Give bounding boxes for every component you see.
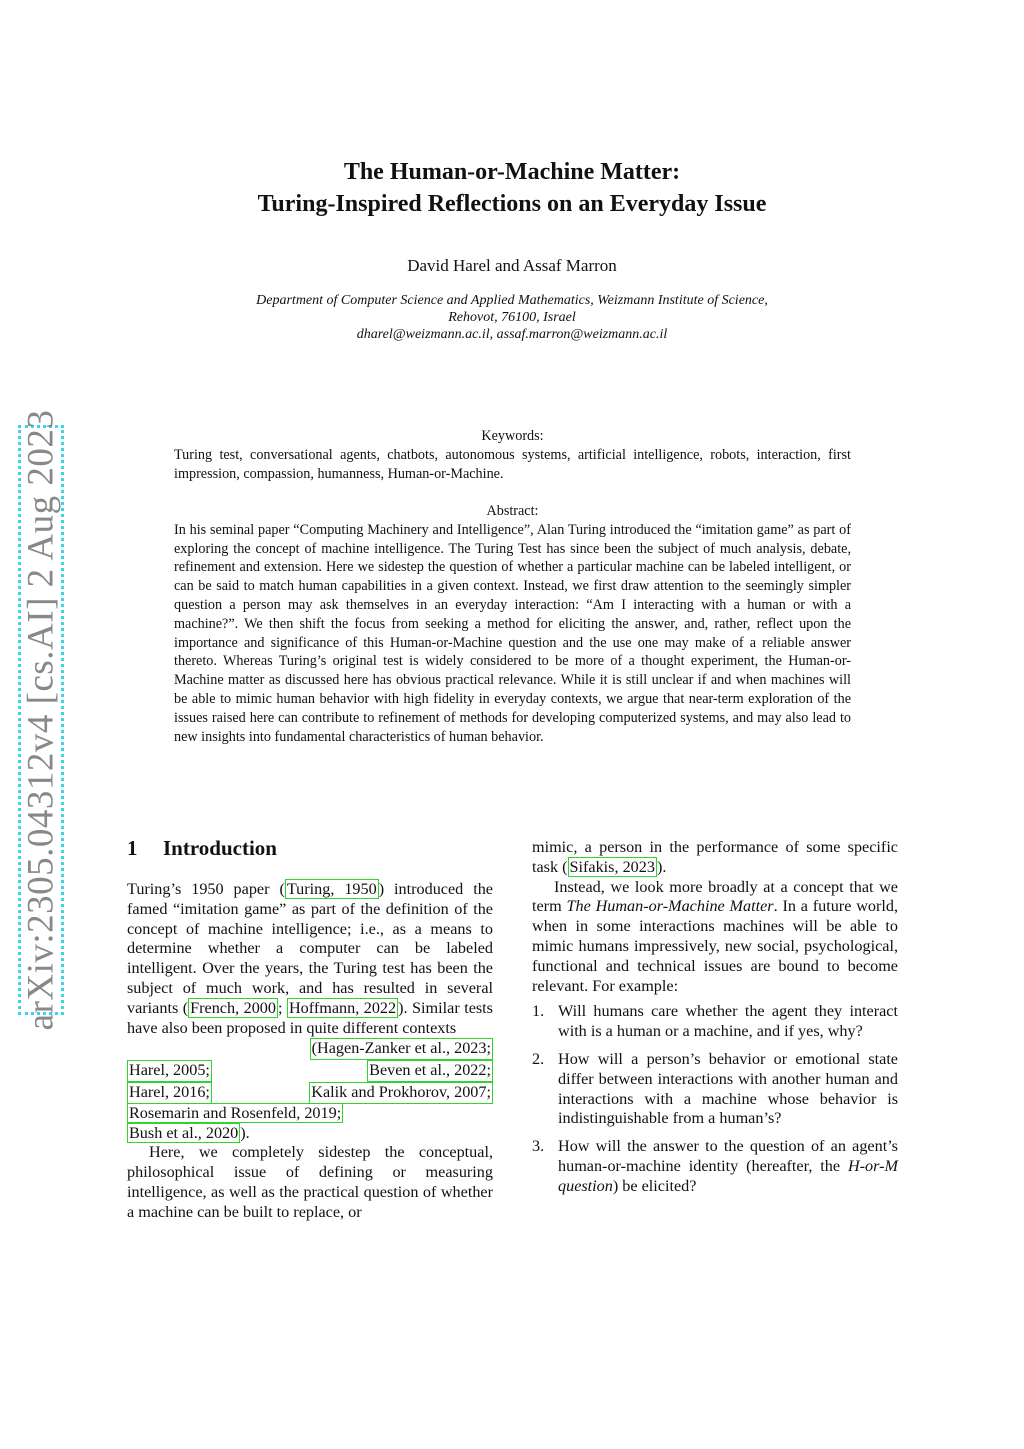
citation-link[interactable]: Kalik and Prokhorov, 2007; xyxy=(309,1082,493,1104)
intro-paragraph-1: Turing’s 1950 paper ( Turing, 1950 ) introduced the famed “imitation game” as part of the definition of the concept of machine intelligence; i.e., as a means to determine whether a computer can be labeled intelligent. Over the years, the Turing test has been the subject of much work, and has resulted in several variants ( French, 2000 ; Hoffmann, 2022 ). Similar tests have also been proposed in quite different contexts xyxy=(127,880,493,1037)
authors: David Harel and Assaf Marron xyxy=(407,256,617,275)
citation-link[interactable]: Beven et al., 2022; xyxy=(367,1060,493,1082)
citation-line xyxy=(127,1060,493,1082)
title-line-1: The Human-or-Machine Matter: xyxy=(343,159,681,185)
citation-link[interactable]: Harel, 2005; xyxy=(127,1060,212,1082)
affiliation xyxy=(0,292,1024,343)
question-list xyxy=(532,1002,898,1196)
section-heading xyxy=(127,836,493,860)
citation-link[interactable]: Hoffmann, 2022 xyxy=(288,998,397,1017)
citation-line xyxy=(127,1038,493,1060)
keywords-block xyxy=(174,427,851,483)
abstract-block xyxy=(174,502,851,746)
list-item: 2. How will a person’s behavior or emotional state differ between interactions with another human and interactions with a machine whose behavior is indistinguishable from a human’s? xyxy=(532,1049,898,1128)
abstract-heading: Abstract: xyxy=(486,503,539,519)
citation-link[interactable]: Sifakis, 2023 xyxy=(569,857,655,876)
affiliation-line-1: Department of Computer Science and Applied Mathematics, Weizmann Institute of Science, xyxy=(256,293,768,308)
citation-link[interactable]: Bush et al., 2020 xyxy=(129,1123,239,1142)
left-column xyxy=(127,836,493,1223)
citation-link[interactable]: (Hagen-Zanker et al., 2023; xyxy=(310,1038,493,1060)
paper-title xyxy=(0,156,1024,220)
citation-line xyxy=(127,1082,493,1104)
citation-link[interactable]: Harel, 2016; xyxy=(127,1082,212,1104)
keywords-heading: Keywords: xyxy=(481,428,544,444)
abstract-text: In his seminal paper “Computing Machinery and Intelligence”, Alan Turing introduced the “imitation game” as part of exploring the concept of machine intelligence. The Turing Test has since been the subject of much analysis, debate, refinement and extension. Here we sidestep the question of whether a particular machine can be labeled intelligent, or can be said to match human capabilities in a given context. Instead, we first draw attention to the seemingly simpler question a person may ask themselves in an everyday interaction: “Am I interacting with a human or with a machine?”. We then shift the focus from seeking a method for eliciting the answer, and, rather, reflect upon the importance and significance of this Human-or-Machine question and the use one may make of a reliable answer thereto. Whereas Turing’s original test is widely considered to be more of a thought experiment, the Human-or-Machine matter as discussed here has obvious practical relevance. While it is still unclear if and when machines will be able to mimic human behavior with high fidelity in everyday contexts, we argue that near-term exploration of the issues raised here can contribute to refinement of methods for developing computerized systems, and may also lead to new insights into fundamental characteristics of human behavior. xyxy=(174,521,851,745)
citation-line xyxy=(127,1104,493,1124)
citation-group xyxy=(127,1038,493,1143)
intro-paragraph-2: Here, we completely sidestep the conceptual, philosophical issue of defining or measuring intelligence, as well as the practical question of whether a machine can be built to replace, or xyxy=(127,1143,493,1221)
right-column xyxy=(532,838,898,1205)
arxiv-sidebar xyxy=(18,409,64,1031)
intro-paragraph-4: Instead, we look more broadly at a concept that we term The Human-or-Machine Matter. In a future world, when in some interactions machines will be able to mimic humans impressively, new social, psychological, functional and technical issues are bound to become relevant. For example: xyxy=(532,877,899,995)
citation-link[interactable]: French, 2000 xyxy=(190,998,276,1017)
arxiv-id: arXiv:2305.04312v4 [cs.AI] 2 Aug 2023 xyxy=(20,409,62,1031)
citation-line: Bush et al., 2020 ). xyxy=(129,1123,250,1142)
citation-link[interactable]: Turing, 1950 xyxy=(286,880,377,898)
intro-paragraph-3: mimic, a person in the performance of some specific task ( Sifakis, 2023 ). xyxy=(532,838,898,876)
affiliation-line-2: Rehovot, 76100, Israel xyxy=(448,310,576,325)
list-item: 3. How will the answer to the question of an agent’s human-or-machine identity (hereafter, the H-or-M question) be elicited? xyxy=(532,1137,898,1195)
section-title: Introduction xyxy=(163,836,277,860)
citation-link[interactable]: Rosemarin and Rosenfeld, 2019; xyxy=(129,1103,342,1122)
section-number: 1 xyxy=(127,836,138,860)
keywords-text: Turing test, conversational agents, chatbots, autonomous systems, artificial intelligence, robots, interaction, first impression, compassion, humanness, Human-or-Machine. xyxy=(174,446,851,482)
emails: dharel@weizmann.ac.il, assaf.marron@weizmann.ac.il xyxy=(356,327,668,342)
title-line-2: Turing-Inspired Reflections on an Everyday Issue xyxy=(257,191,767,217)
list-item: 1. Will humans care whether the agent they interact with is a human or a machine, and if yes, why? xyxy=(532,1002,898,1041)
